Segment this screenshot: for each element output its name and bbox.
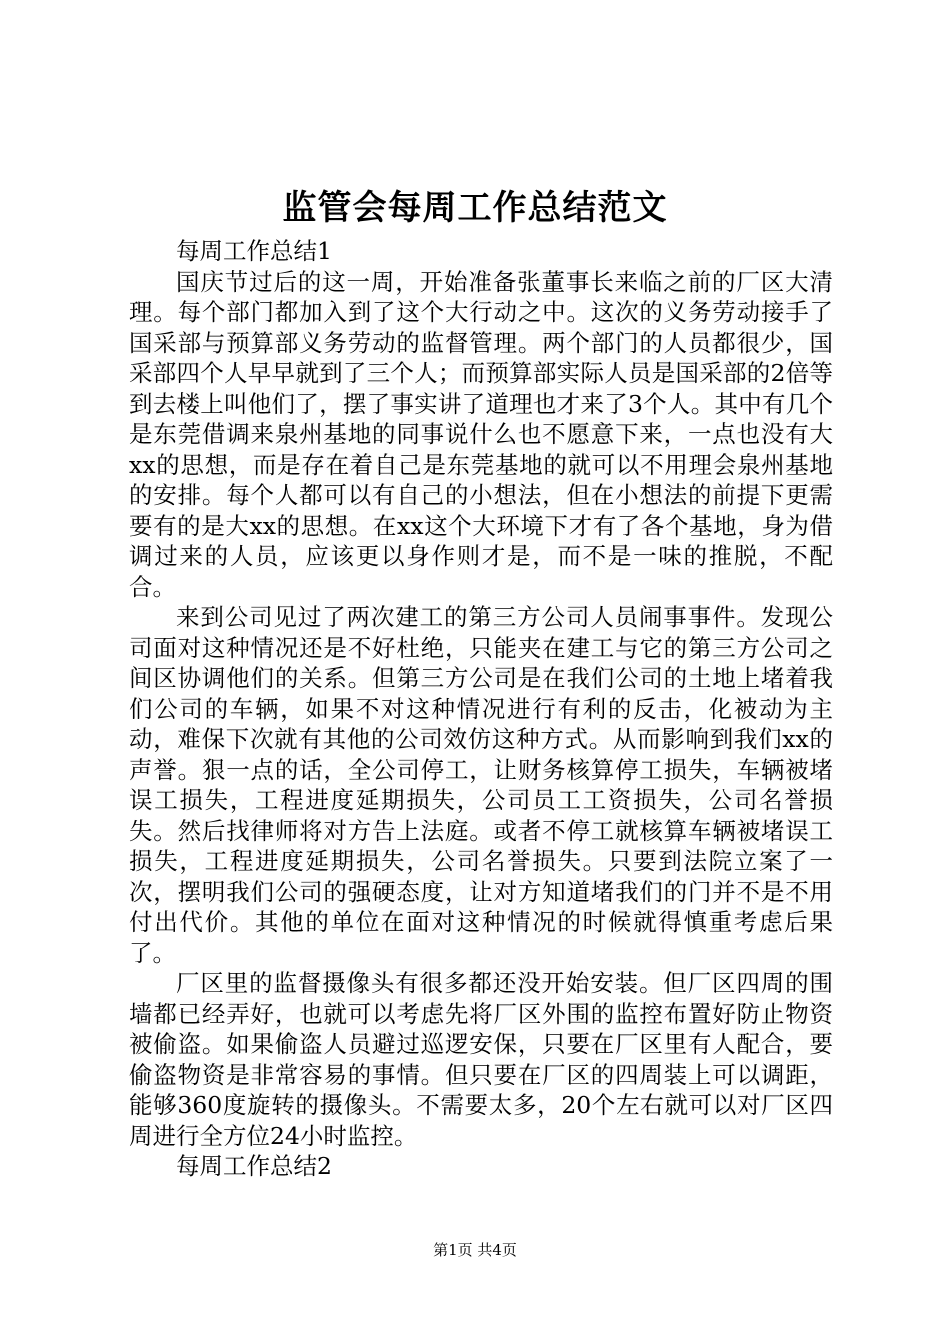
document-body	[129, 236, 833, 1182]
section-heading-2: 每周工作总结2	[176, 1152, 332, 1180]
page-footer: 第1页 共4页	[433, 1241, 517, 1259]
paragraph-1: 国庆节过后的这一周，开始准备张董事长来临之前的厂区大清理。每个部门都加入到了这个大行动之中。这次的义务劳动接手了国采部与预算部义务劳动的监督管理。两个部门的人员都很少，国采部四个人早早就到了三个人；而预算部实际人员是国采部的2倍等到去楼上叫他们了，摆了事实讲了道理也才来了3个人。其中有几个是东莞借调来泉州基地的同事说什么也不愿意下来，一点也没有大xx的思想，而是存在着自己是东莞基地的就可以不用理会泉州基地的安排。每个人都可以有自己的小想法，但在小想法的前提下更需要有的是大xx的思想。在xx这个大环境下才有了各个基地，身为借调过来的人员，应该更以身作则才是，而不是一味的推脱，不配合。	[129, 267, 833, 601]
paragraph-2: 来到公司见过了两次建工的第三方公司人员闹事事件。发现公司面对这种情况还是不好杜绝，只能夹在建工与它的第三方公司之间区协调他们的关系。但第三方公司是在我们公司的土地上堵着我们公司的车辆，如果不对这种情况进行有利的反击，化被动为主动，难保下次就有其他的公司效仿这种方式。从而影响到我们xx的声誉。狠一点的话，全公司停工，让财务核算停工损失，车辆被堵误工损失，工程进度延期损失，公司员工工资损失，公司名誉损失。然后找律师将对方告上法庭。或者不停工就核算车辆被堵误工损失，工程进度延期损失，公司名誉损失。只要到法院立案了一次，摆明我们公司的强硬态度，让对方知道堵我们的门并不是不用付出代价。其他的单位在面对这种情况的时候就得慎重考虑后果了。	[129, 603, 833, 967]
document-title: 监管会每周工作总结范文	[282, 188, 668, 228]
paragraph-3: 厂区里的监督摄像头有很多都还没开始安装。但厂区四周的围墙都已经弄好，也就可以考虑先将厂区外围的监控布置好防止物资被偷盗。如果偷盗人员避过巡逻安保，只要在厂区里有人配合，要偷盗物资是非常容易的事情。但只要在厂区的四周装上可以调距，能够360度旋转的摄像头。不需要太多，20个左右就可以对厂区四周进行全方位24小时监控。	[129, 969, 833, 1150]
section-heading-1: 每周工作总结1	[176, 237, 332, 265]
